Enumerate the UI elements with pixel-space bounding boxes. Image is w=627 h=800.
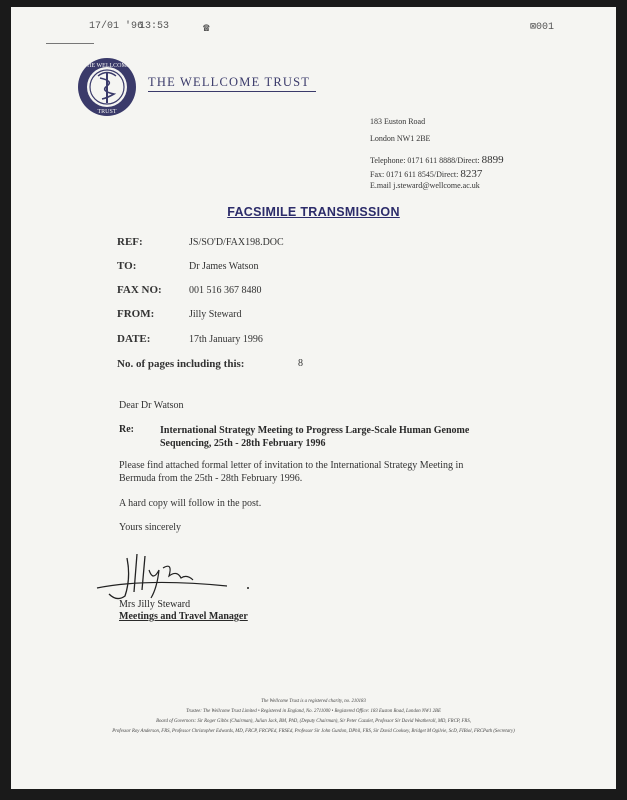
fax-no-label: FAX NO: [117,284,162,296]
date-value: 17th January 1996 [189,334,263,345]
fax-label: Fax: 0171 611 8545/Direct: [370,170,459,179]
re-label: Re: [119,424,134,435]
date-label: DATE: [117,333,151,345]
trust-name-rule [148,91,316,92]
svg-text:THE WELLCOME: THE WELLCOME [83,63,131,69]
to-label: TO: [117,260,137,272]
trust-name: THE WELLCOME TRUST [148,75,311,89]
footer-line-2: Trustee: The Wellcome Trust Limited • Registered in England, No. 2711000 • Registered Office: 183 Euston Road, London NW1 2BE [186,709,441,714]
from-value: Jilly Steward [189,309,242,320]
svg-text:TRUST: TRUST [97,109,117,115]
page-icon: ⊠ [529,22,536,33]
to-value: Dr James Watson [189,261,259,272]
salutation: Dear Dr Watson [119,400,184,411]
paragraph-hard-copy: A hard copy will follow in the post. [119,498,262,509]
closing: Yours sincerely [119,522,182,533]
fax-direct: 8237 [460,168,483,180]
fax-header-rule [46,43,94,44]
pages-label: No. of pages including this: [117,358,245,370]
fax-date: 17/01 '96 [89,21,144,32]
fax-page-no: 001 [535,22,554,33]
re-subject: International Strategy Meeting to Progress Large-Scale Human Genome Sequencing, 25th - 28th February 1996 [160,425,470,449]
footer-line-3: Board of Governors: Sir Roger Gibbs (Chairman), Julian Jack, BM, PhD, (Deputy Chairman), Sir Peter Cazalet, Professor Sir David Weatherall, MD, FRCP, FRS, [156,719,471,724]
telephone-label: Telephone: 0171 611 8888/Direct: [370,156,480,165]
address-street: 183 Euston Road [370,117,426,126]
pages-value: 8 [298,358,303,369]
signer-role: Meetings and Travel Manager [119,611,248,622]
signer-name: Mrs Jilly Steward [119,599,191,610]
fax-no-value: 001 516 367 8480 [189,285,262,296]
document-title: FACSIMILE TRANSMISSION [227,205,400,219]
fax-page-number [530,21,554,33]
address-email: E.mail j.steward@wellcome.ac.uk [370,181,480,190]
footer-line-4: Professor Roy Anderson, FRS, Professor Christopher Edwards, MD, FRCP, FRCPEd, FRSEd, Professor Sir John Gurdon, DPhil, FRS, Sir David Cooksey, Bridget M Ogilvie, ScD, FIBiol, FRCPath (Secretary) [112,729,515,734]
address-telephone [370,154,504,166]
fax-page [11,7,616,789]
fax-time: 13:53 [139,21,170,32]
ref-value: JS/SO'D/FAX198.DOC [189,237,284,248]
address-fax [370,168,482,180]
wellcome-trust-logo [76,56,138,118]
footer-line-1: The Wellcome Trust is a registered charity, no. 210183 [261,699,366,704]
telephone-direct: 8899 [481,154,504,166]
phone-icon: ☎ [203,23,210,35]
paragraph-invitation: Please find attached formal letter of invitation to the International Strategy Meeting in Bermuda from the 25th - 28th February 1996. [119,460,464,484]
from-label: FROM: [117,308,155,320]
ref-label: REF: [117,236,143,248]
address-city: London NW1 2BE [370,134,431,143]
fax-header [11,21,616,35]
